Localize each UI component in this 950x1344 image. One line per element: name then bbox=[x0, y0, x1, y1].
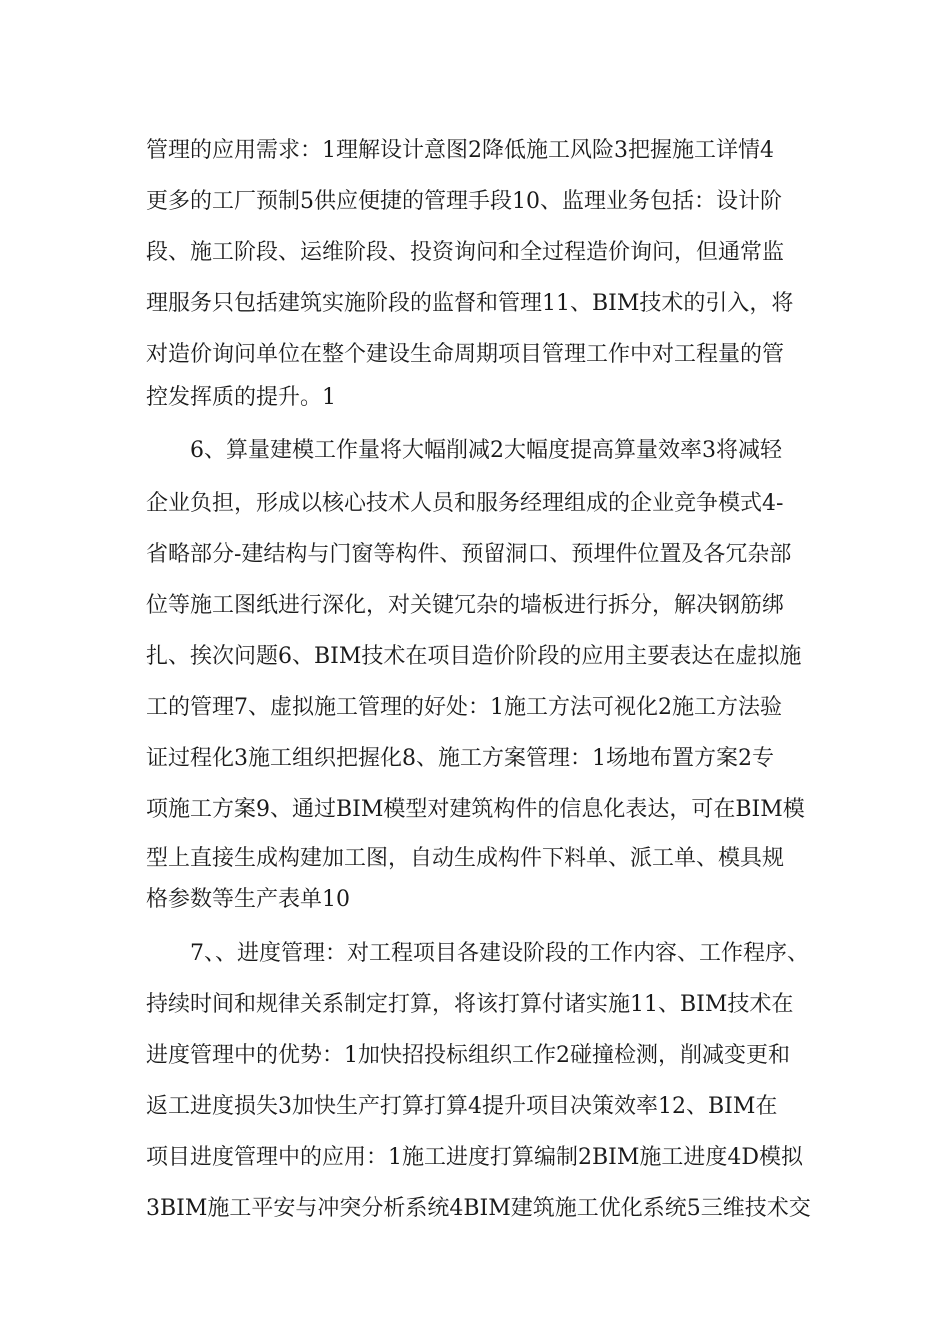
text-line: 持续时间和规律关系制定打算，将该打算付诸实施11、BIM技术在 bbox=[146, 992, 794, 1017]
text-line: 扎、挨次问题6、BIM技术在项目造价阶段的应用主要表达在虚拟施 bbox=[146, 644, 802, 669]
text-line: 更多的工厂预制5供应便捷的管理手段10、监理业务包括：设计阶 bbox=[146, 189, 782, 214]
text-line: 返工进度损失3加快生产打算打算4提升项目决策效率12、BIM在 bbox=[146, 1094, 778, 1119]
paragraph-first-line: 6、算量建模工作量将大幅削减2大幅度提高算量效率3将减轻 bbox=[190, 438, 782, 463]
text-line: 企业负担，形成以核心技术人员和服务经理组成的企业竞争模式4- bbox=[146, 491, 784, 516]
text-line: 控发挥质的提升。1 bbox=[146, 385, 336, 410]
paragraph-first-line: 7、、进度管理：对工程项目各建设阶段的工作内容、工作程序、 bbox=[190, 941, 809, 966]
text-line: 对造价询问单位在整个建设生命周期项目管理工作中对工程量的管 bbox=[146, 342, 785, 367]
text-line: 管理的应用需求：1理解设计意图2降低施工风险3把握施工详情4 bbox=[146, 138, 774, 163]
text-line: 3BIM施工平安与冲突分析系统4BIM建筑施工优化系统5三维技术交 bbox=[146, 1196, 811, 1221]
text-line: 理服务只包括建筑实施阶段的监督和管理11、BIM技术的引入，将 bbox=[146, 291, 794, 316]
text-line: 段、施工阶段、运维阶段、投资询问和全过程造价询问，但通常监 bbox=[146, 240, 785, 265]
text-line: 型上直接生成构建加工图，自动生成构件下料单、派工单、模具规 bbox=[146, 846, 785, 871]
text-line: 项目进度管理中的应用：1施工进度打算编制2BIM施工进度4D模拟 bbox=[146, 1145, 804, 1170]
text-line: 进度管理中的优势：1加快招投标组织工作2碰撞检测，削减变更和 bbox=[146, 1043, 790, 1068]
text-line: 工的管理7、虚拟施工管理的好处：1施工方法可视化2施工方法验 bbox=[146, 695, 782, 720]
text-line: 项施工方案9、通过BIM模型对建筑构件的信息化表达，可在BIM模 bbox=[146, 797, 805, 822]
text-line: 位等施工图纸进行深化，对关键冗杂的墙板进行拆分，解决钢筋绑 bbox=[146, 593, 785, 618]
text-line: 省略部分-建结构与门窗等构件、预留洞口、预埋件位置及各冗杂部 bbox=[146, 542, 792, 567]
text-line: 格参数等生产表单10 bbox=[146, 887, 350, 912]
text-line: 证过程化3施工组织把握化8、施工方案管理：1场地布置方案2专 bbox=[146, 746, 774, 771]
